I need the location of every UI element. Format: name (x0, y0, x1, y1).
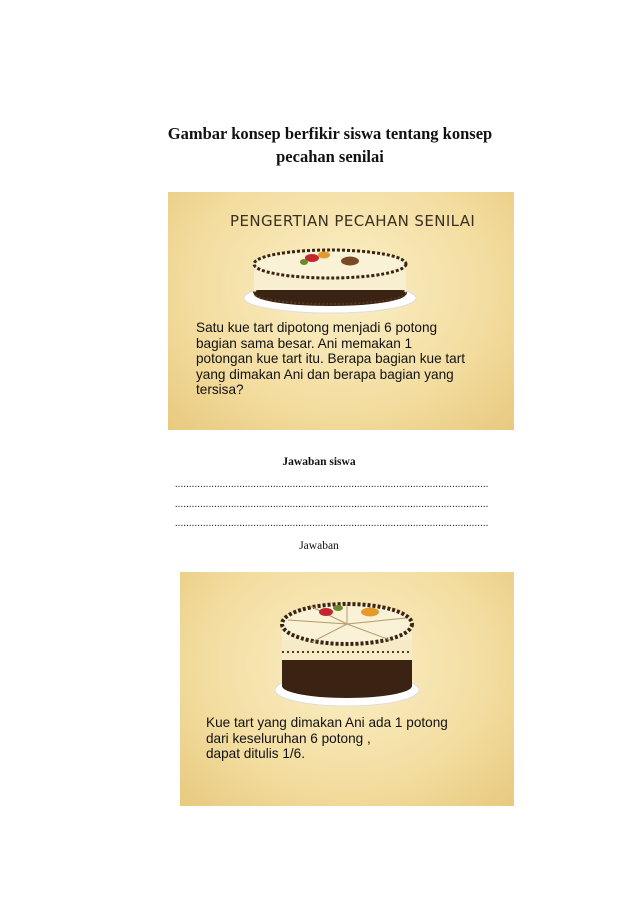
page-title (130, 122, 530, 168)
question-line: potongan kue tart itu. Berapa bagian kue tart (196, 351, 466, 366)
answer-line: dapat ditulis 1/6. (206, 746, 305, 761)
answer-blank-line: ................................................................................................................ (175, 479, 489, 490)
cake-image (240, 240, 420, 314)
question-line: yang dimakan Ani dan berapa bagian yang (196, 366, 454, 382)
answer-line: Kue tart yang dimakan Ani ada 1 potong (206, 715, 448, 730)
student-answer-label: Jawaban siswa (282, 456, 356, 468)
question-text (196, 320, 508, 398)
question-line: tersisa? (196, 382, 244, 397)
title-line-2: pecahan senilai (276, 147, 384, 166)
question-line: Satu kue tart dipotong menjadi 6 potong (196, 320, 438, 335)
question-line: bagian sama besar. Ani memakan 1 (196, 335, 413, 351)
title-line-1: Gambar konsep berfikir siswa tentang konsep (167, 124, 493, 143)
answer-text (206, 715, 510, 762)
answer-line: dari keseluruhan 6 potong , (206, 730, 371, 746)
question-slide-image (168, 192, 514, 430)
answer-blank-line: ................................................................................................................ (175, 499, 489, 510)
answer-label: Jawaban (299, 540, 339, 552)
answer-slide-image (180, 572, 514, 806)
slide-heading: PENGERTIAN PECAHAN SENILAI (230, 212, 476, 230)
sliced-cake-image (272, 580, 422, 708)
answer-blank-line: ................................................................................................................ (175, 518, 489, 529)
